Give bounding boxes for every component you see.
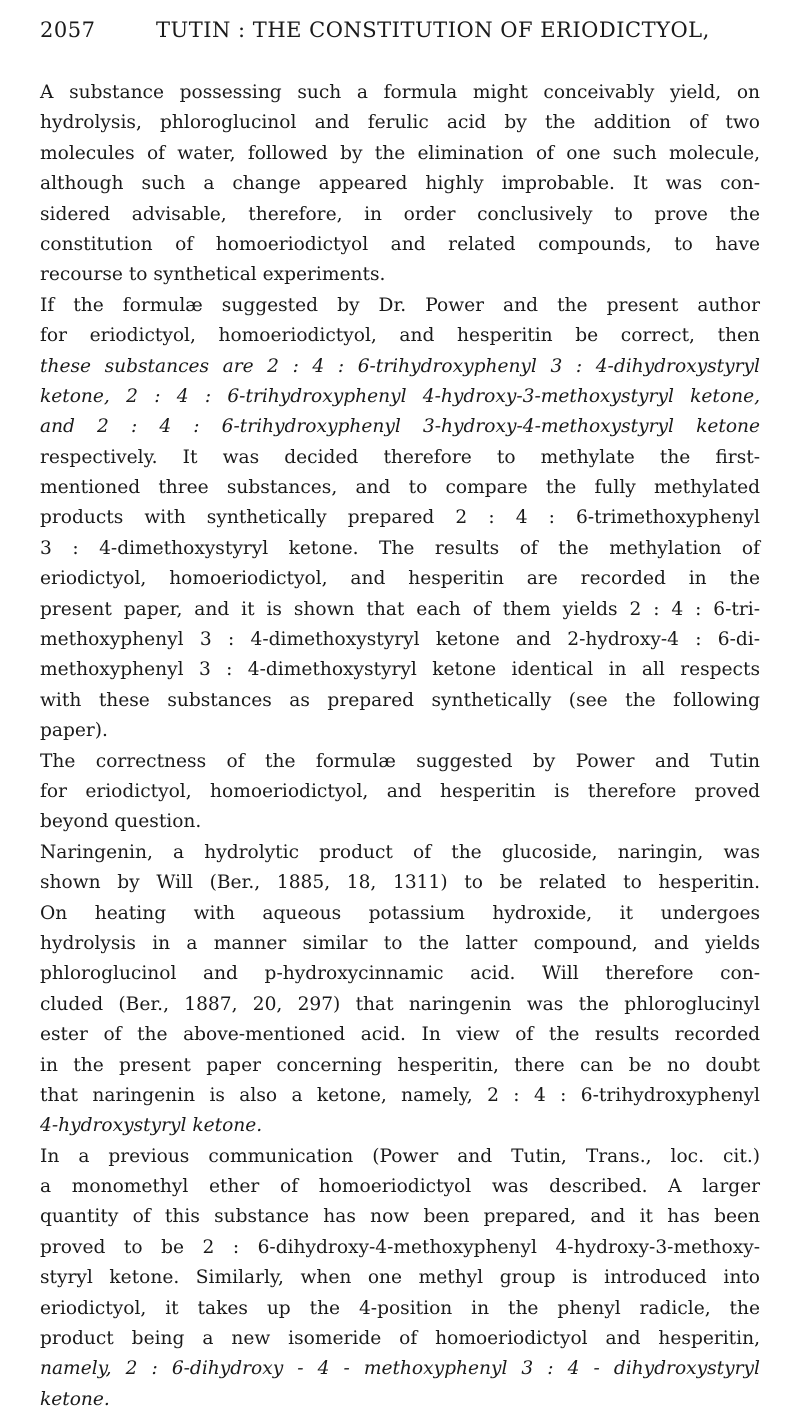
text-line: paper).: [40, 720, 108, 742]
text-line: ketone, 2 : 4 : 6-trihydroxyphenyl 4-hydroxy-3-methoxystyryl ketone,: [40, 385, 760, 407]
text-line: A substance possessing such a formula might conceivably yield, on: [40, 82, 760, 103]
text-line: If the formulæ suggested by Dr. Power and the present author: [40, 294, 760, 316]
text-line: proved to be 2 : 6-dihydroxy-4-methoxyphenyl 4-hydroxy-3-methoxy-: [40, 1236, 760, 1258]
running-header: [40, 10, 760, 50]
text-line: cluded (Ber., 1887, 20, 297) that naringenin was the phloroglucinyl: [40, 993, 760, 1015]
text-line: these substances are 2 : 4 : 6-trihydroxyphenyl 3 : 4-dihydroxystyryl: [40, 355, 760, 377]
text-line: eriodictyol, homoeriodictyol, and hesperitin are recorded in the: [40, 568, 760, 590]
text-line: although such a change appeared highly improbable. It was con-: [40, 173, 760, 195]
text-line: for eriodictyol, homoeriodictyol, and hesperitin is therefore proved: [40, 780, 760, 802]
text-line: mentioned three substances, and to compare the fully methylated: [40, 477, 760, 499]
text-line: with these substances as prepared synthetically (see the following: [40, 689, 760, 711]
text-line: recourse to synthetical experiments.: [40, 264, 386, 286]
text-line: ester of the above-mentioned acid. In view of the results recorded: [40, 1024, 760, 1046]
text-line: On heating with aqueous potassium hydroxide, it undergoes: [40, 902, 760, 924]
body-text: [40, 78, 760, 1415]
text-line: quantity of this substance has now been prepared, and it has been: [40, 1206, 760, 1228]
text-line: The correctness of the formulæ suggested by Power and Tutin: [40, 750, 760, 772]
text-line: methoxyphenyl 3 : 4-dimethoxystyryl ketone identical in all respects: [40, 659, 760, 681]
text-line: sidered advisable, therefore, in order conclusively to prove the: [40, 203, 760, 225]
text-line: in the present paper concerning hesperitin, there can be no doubt: [40, 1054, 760, 1076]
text-line: constitution of homoeriodictyol and related compounds, to have: [40, 233, 760, 255]
text-line: hydrolysis, phloroglucinol and ferulic acid by the addition of two: [40, 112, 760, 134]
text-line: methoxyphenyl 3 : 4-dimethoxystyryl ketone and 2-hydroxy-4 : 6-di-: [40, 629, 760, 651]
text-line: that naringenin is also a ketone, namely, 2 : 4 : 6-trihydroxyphenyl: [40, 1084, 760, 1106]
text-line: for eriodictyol, homoeriodictyol, and hesperitin be correct, then: [40, 325, 760, 347]
text-line: 4-hydroxystyryl ketone.: [40, 1115, 263, 1137]
text-line: In a previous communication (Power and Tutin, Trans., loc. cit.): [40, 1145, 760, 1167]
text-line: phloroglucinol and p-hydroxycinnamic acid. Will therefore con-: [40, 963, 760, 985]
text-line: present paper, and it is shown that each of them yields 2 : 4 : 6-tri-: [40, 598, 760, 620]
running-title: TUTIN : THE CONSTITUTION OF ERIODICTYOL,: [156, 18, 710, 42]
text-line: molecules of water, followed by the elimination of one such molecule,: [40, 142, 760, 164]
text-line: hydrolysis in a manner similar to the latter compound, and yields: [40, 932, 760, 954]
text-line: and 2 : 4 : 6-trihydroxyphenyl 3-hydroxy-4-methoxystyryl ketone: [40, 416, 760, 438]
text-line: ketone.: [40, 1388, 110, 1410]
text-line: respectively. It was decided therefore to methylate the first-: [40, 446, 760, 468]
text-line: product being a new isomeride of homoeriodictyol and hesperitin,: [40, 1328, 760, 1350]
text-line: Naringenin, a hydrolytic product of the glucoside, naringin, was: [40, 841, 760, 863]
page-number: 2057: [40, 18, 96, 42]
text-line: eriodictyol, it takes up the 4-position in the phenyl radicle, the: [40, 1297, 760, 1319]
text-line: 3 : 4-dimethoxystyryl ketone. The results of the methylation of: [40, 537, 760, 559]
text-line: shown by Will (Ber., 1885, 18, 1311) to be related to hesperitin.: [40, 872, 760, 894]
text-line: namely, 2 : 6-dihydroxy - 4 - methoxyphenyl 3 : 4 - dihydroxystyryl: [40, 1358, 760, 1380]
text-line: styryl ketone. Similarly, when one methyl group is introduced into: [40, 1267, 760, 1289]
text-line: a monomethyl ether of homoeriodictyol was described. A larger: [40, 1176, 760, 1198]
text-line: products with synthetically prepared 2 : 4 : 6-trimethoxyphenyl: [40, 507, 760, 529]
text-line: beyond question.: [40, 811, 202, 833]
